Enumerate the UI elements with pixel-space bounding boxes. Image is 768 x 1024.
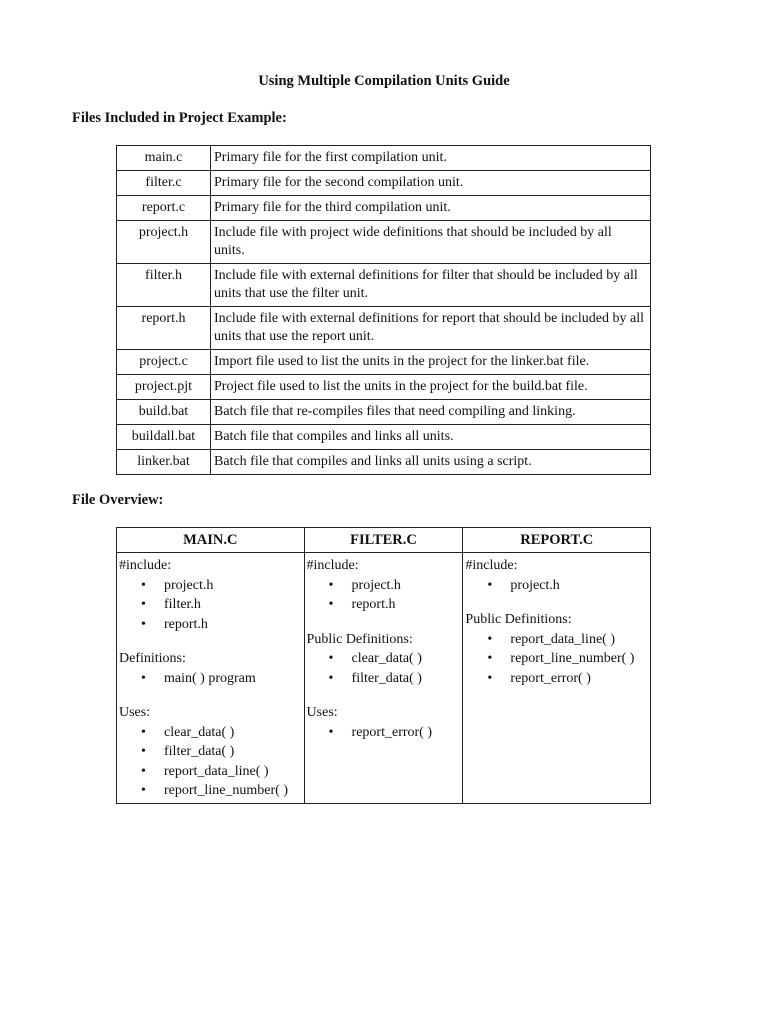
list-item: • report_line_number( ) (465, 649, 648, 669)
file-name: report.h (117, 307, 211, 350)
table-row (117, 307, 651, 350)
definitions-label: Public Definitions: (465, 612, 572, 627)
file-description: Include file with external definitions for filter that should be included by all units that use the filter unit. (211, 264, 651, 307)
overview-heading: File Overview: (72, 492, 164, 508)
file-description: Include file with project wide definitions that should be included by all units. (211, 221, 651, 264)
filter-overview-cell (304, 553, 463, 804)
table-row (117, 350, 651, 375)
file-name: build.bat (117, 400, 211, 425)
definitions-label: Definitions: (119, 651, 186, 666)
file-description: Import file used to list the units in the project for the linker.bat file. (211, 350, 651, 375)
file-name: buildall.bat (117, 425, 211, 450)
table-row (117, 375, 651, 400)
table-row (117, 264, 651, 307)
file-description: Primary file for the third compilation unit. (211, 196, 651, 221)
definitions-list (465, 630, 648, 689)
list-item: • filter_data( ) (307, 669, 461, 689)
report-overview-cell (463, 553, 651, 804)
list-item: • report_line_number( ) (119, 781, 302, 801)
document-title: Using Multiple Compilation Units Guide (258, 73, 510, 89)
list-item: • report_data_line( ) (465, 630, 648, 650)
include-list (307, 576, 461, 615)
include-list (119, 576, 302, 635)
list-item: • main( ) program (119, 669, 302, 689)
table-row (117, 400, 651, 425)
list-item: • report_data_line( ) (119, 762, 302, 782)
spacer (307, 615, 461, 630)
main-overview-cell (117, 553, 305, 804)
list-item: • report.h (119, 615, 302, 635)
list-item: • clear_data( ) (307, 649, 461, 669)
list-item: • report_error( ) (465, 669, 648, 689)
table-row (117, 196, 651, 221)
file-description: Batch file that compiles and links all units. (211, 425, 651, 450)
list-item: • clear_data( ) (119, 723, 302, 743)
include-list (465, 576, 648, 596)
files-heading: Files Included in Project Example: (72, 110, 287, 126)
table-header-row (117, 528, 651, 553)
list-item: • report_error( ) (307, 723, 461, 743)
spacer (465, 595, 648, 610)
file-description: Primary file for the first compilation unit. (211, 146, 651, 171)
file-description: Primary file for the second compilation unit. (211, 171, 651, 196)
list-item: • project.h (119, 576, 302, 596)
table-row (117, 221, 651, 264)
include-label: #include: (119, 558, 172, 573)
file-name: filter.c (117, 171, 211, 196)
definitions-label: Public Definitions: (306, 631, 413, 647)
definitions-list (119, 669, 302, 689)
table-row (117, 425, 651, 450)
list-item: • report.h (307, 595, 461, 615)
file-name: report.c (117, 196, 211, 221)
definitions-list (307, 649, 461, 688)
list-item: • project.h (465, 576, 648, 596)
spacer (307, 688, 461, 703)
table-row (117, 146, 651, 171)
table-row (117, 450, 651, 475)
uses-list (307, 723, 461, 743)
include-label: #include: (465, 558, 518, 573)
overview-table (116, 527, 651, 804)
spacer (119, 634, 302, 649)
uses-label: Uses: (119, 705, 151, 720)
column-header-main: MAIN.C (117, 528, 305, 553)
file-description: Project file used to list the units in the project for the build.bat file. (211, 375, 651, 400)
file-name: main.c (117, 146, 211, 171)
file-name: linker.bat (117, 450, 211, 475)
column-header-report: REPORT.C (463, 528, 651, 553)
column-header-filter: FILTER.C (304, 528, 463, 553)
uses-label: Uses: (306, 705, 338, 720)
file-description: Batch file that compiles and links all units using a script. (211, 450, 651, 475)
file-name: project.pjt (117, 375, 211, 400)
file-name: project.h (117, 221, 211, 264)
uses-list (119, 723, 302, 801)
files-table (116, 145, 651, 475)
table-row (117, 553, 651, 804)
file-name: project.c (117, 350, 211, 375)
spacer (119, 688, 302, 703)
list-item: • filter_data( ) (119, 742, 302, 762)
include-label: #include: (306, 558, 359, 573)
table-row (117, 171, 651, 196)
list-item: • filter.h (119, 595, 302, 615)
file-name: filter.h (117, 264, 211, 307)
file-description: Include file with external definitions for report that should be included by all units that use the report unit. (211, 307, 651, 350)
list-item: • project.h (307, 576, 461, 596)
file-description: Batch file that re-compiles files that need compiling and linking. (211, 400, 651, 425)
